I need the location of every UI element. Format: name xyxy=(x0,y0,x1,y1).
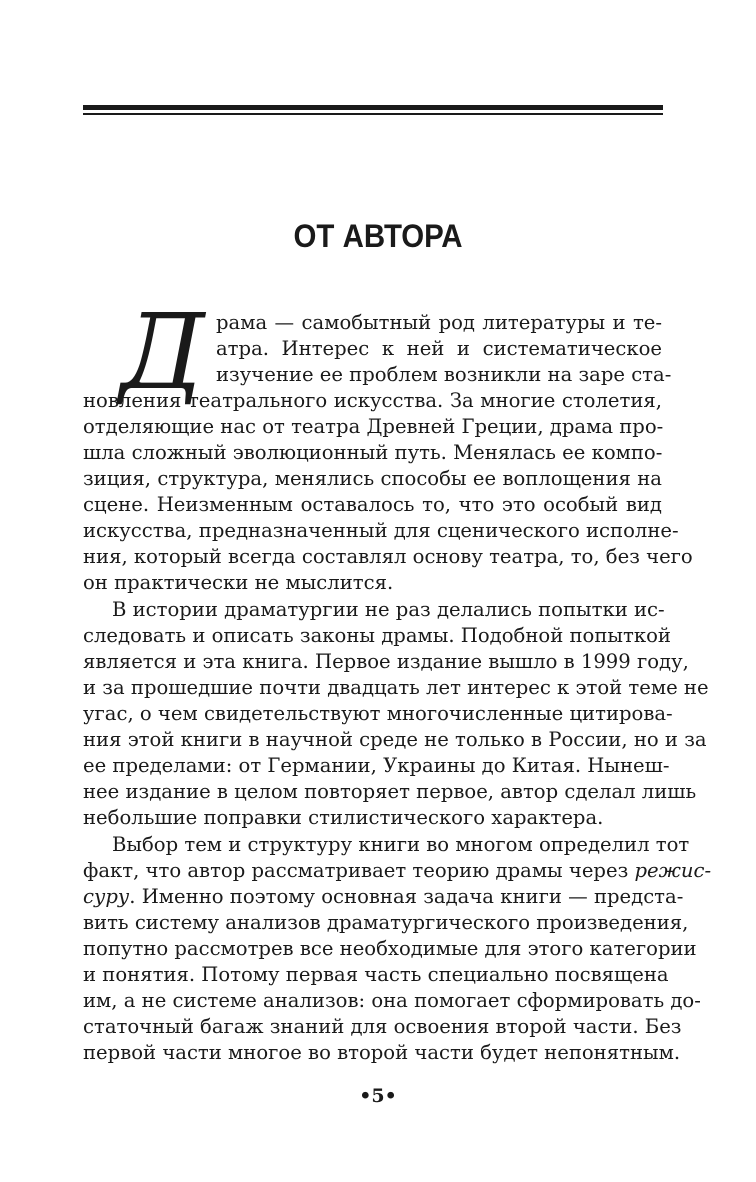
text-line: нее издание в целом повторяет первое, автор сделал лишь xyxy=(83,780,697,803)
italic-term: режис- xyxy=(634,859,712,882)
text-line: сцене. Неизменным оставалось то, что это особый вид xyxy=(83,493,662,516)
text-line: попутно рассмотрев все необходимые для этого категории xyxy=(83,937,697,960)
page-number: •5• xyxy=(359,1085,397,1107)
text-line: искусства, предназначенный для сценического исполне- xyxy=(83,519,679,542)
text-line: изучение ее проблем возникли на заре ста- xyxy=(216,363,672,386)
text-line xyxy=(83,884,684,910)
text-line: шла сложный эволюционный путь. Менялась ее компо- xyxy=(83,441,663,464)
text-line: отделяющие нас от театра Древней Греции, драма про- xyxy=(83,415,664,438)
text-line: угас, о чем свидетельствуют многочисленные цитирова- xyxy=(83,702,673,725)
text-line: рама — самобытный род литературы и те- xyxy=(216,311,662,334)
text-line: ния этой книги в научной среде не только в России, но и за xyxy=(83,728,707,751)
text-line: и за прошедшие почти двадцать лет интерес к этой теме не xyxy=(83,676,709,699)
text-span: . Именно поэтому основная задача книги — предста- xyxy=(129,885,684,908)
text-line: Выбор тем и структуру книги во многом определил тот xyxy=(112,833,690,856)
text-line: и понятия. Потому первая часть специально посвящена xyxy=(83,963,669,986)
text-line: первой части многое во второй части будет непонятным. xyxy=(83,1041,681,1064)
text-line: В истории драматургии не раз делались попытки ис- xyxy=(112,598,665,621)
text-line: является и эта книга. Первое издание вышло в 1999 году, xyxy=(83,650,689,673)
page-title: ОТ АВТОРА xyxy=(293,218,463,254)
text-line: атра. Интерес к ней и систематическое xyxy=(216,337,662,360)
text-line: статочный багаж знаний для освоения второй части. Без xyxy=(83,1015,682,1038)
text-line: следовать и описать законы драмы. Подобной попыткой xyxy=(83,624,671,647)
text-line: им, а не системе анализов: она помогает сформировать до- xyxy=(83,989,701,1012)
drop-cap: Д xyxy=(120,291,205,413)
header-rule-thin xyxy=(83,113,663,115)
text-line: вить систему анализов драматургического произведения, xyxy=(83,911,689,934)
header-rule-thick xyxy=(83,105,663,110)
text-line: зиция, структура, менялись способы ее воплощения на xyxy=(83,467,662,490)
text-span: факт, что автор рассматривает теорию драмы через xyxy=(83,859,635,882)
text-line: ее пределами: от Германии, Украины до Китая. Нынеш- xyxy=(83,754,670,777)
text-line: он практически не мыслится. xyxy=(83,571,394,594)
text-line: ния, который всегда составлял основу театра, то, без чего xyxy=(83,545,693,568)
text-line: небольшие поправки стилистического характера. xyxy=(83,806,604,829)
text-line: новления театрального искусства. За многие столетия, xyxy=(83,389,662,412)
italic-term: суру xyxy=(83,885,130,908)
text-line xyxy=(83,858,712,884)
